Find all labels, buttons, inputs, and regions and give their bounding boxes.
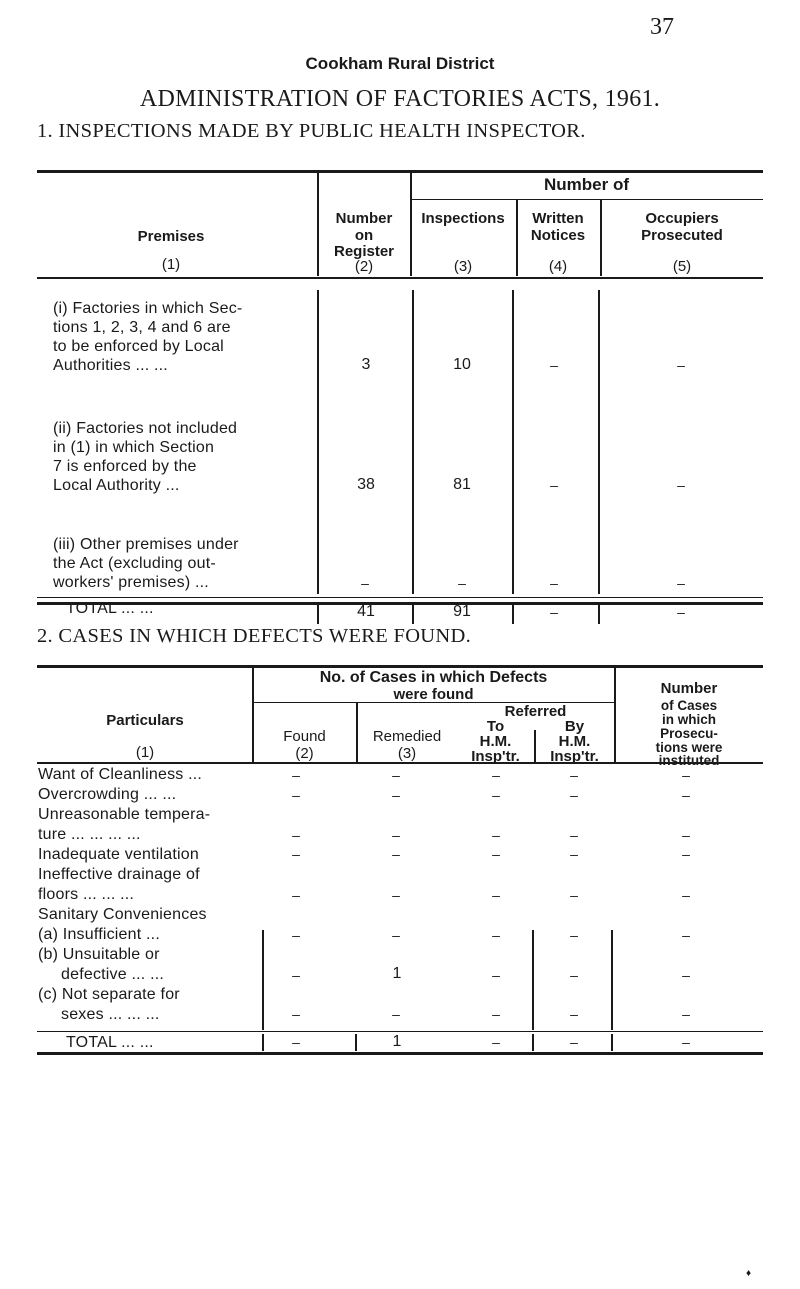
prosecutions-value: – (682, 967, 690, 983)
prosecutions-value: – (682, 887, 690, 903)
table1-vline (317, 604, 319, 624)
total-register: 41 (357, 603, 375, 620)
header-register-num: (2) (354, 258, 374, 275)
header-cases-line2: were found (393, 686, 474, 703)
table1-vline (598, 290, 600, 594)
prosecutions-value: – (682, 767, 690, 783)
row-label-line: 7 is enforced by the (53, 458, 197, 475)
row-label-line: sexes ... ... ... (61, 1006, 160, 1023)
total-inspections: 91 (453, 603, 471, 620)
row-label-line: ture ... ... ... ... (38, 826, 141, 843)
header-prosecutions-line2: of Cases (660, 698, 718, 713)
header-remedied: Remedied (372, 728, 442, 745)
prosecutions-value: – (682, 927, 690, 943)
row-label-line: defective ... ... (61, 966, 165, 983)
header-premises-num: (1) (161, 256, 181, 273)
row-label-line: the Act (excluding out- (53, 555, 216, 572)
prosecutions-value: – (682, 1006, 690, 1022)
remedied-value: – (392, 927, 400, 943)
table1-vline (412, 290, 414, 594)
header-by-hm-line3: Insp'tr. (550, 748, 599, 765)
found-value: – (292, 846, 300, 862)
by-hm-value: – (570, 827, 578, 843)
prosecutions-value: – (682, 827, 690, 843)
by-hm-value: – (570, 887, 578, 903)
prosecutions-value: – (682, 787, 690, 803)
table1-top-rule (37, 170, 763, 173)
total-notices: – (550, 604, 558, 620)
header-notices-line1: Written (532, 210, 584, 227)
inspections-value: 10 (453, 356, 471, 373)
row-label-line: (b) Unsuitable or (38, 946, 160, 963)
row-label-line: Local Authority ... (53, 477, 180, 494)
total-by-hm: – (570, 1034, 578, 1050)
remedied-value: – (392, 827, 400, 843)
header-inspections-num: (3) (453, 258, 473, 275)
table1-vline (512, 604, 514, 624)
to-hm-value: – (492, 767, 500, 783)
header-particulars-num: (1) (135, 744, 155, 761)
table2-vline (355, 1034, 357, 1051)
row-label-line: Inadequate ventilation (38, 846, 199, 863)
header-prosecutions-line1: Number (660, 680, 718, 697)
header-found-num: (2) (295, 745, 314, 762)
row-label-line: (iii) Other premises under (53, 536, 239, 553)
header-prosecutions-line3: in which (662, 712, 716, 727)
table1-total-rule (37, 597, 763, 598)
header-by-hm-line2: H.M. (558, 733, 591, 750)
header-to-hm-line1: To (486, 718, 505, 735)
total-prosecuted: – (677, 604, 685, 620)
by-hm-value: – (570, 767, 578, 783)
header-register-line1: Number (335, 210, 393, 227)
header-to-hm-line2: H.M. (479, 733, 512, 750)
footer-mark: ♦ (746, 1268, 752, 1279)
district-heading: Cookham Rural District (305, 54, 495, 73)
row-label-line: workers' premises) ... (53, 574, 209, 591)
row-label-line: Overcrowding ... ... (38, 786, 177, 803)
row-label-line: (a) Insufficient ... (38, 926, 160, 943)
row-label-line: (c) Not separate for (38, 986, 180, 1003)
by-hm-value: – (570, 787, 578, 803)
row-label-line: (i) Factories in which Sec- (53, 300, 243, 317)
to-hm-value: – (492, 846, 500, 862)
inspections-value: – (458, 575, 466, 591)
by-hm-value: – (570, 846, 578, 862)
header-by-hm-line1: By (564, 718, 585, 735)
table2-vline (532, 930, 534, 1030)
table1-vline (512, 290, 514, 594)
header-notices-num: (4) (548, 258, 568, 275)
section1-heading: 1. INSPECTIONS MADE BY PUBLIC HEALTH INSPECTOR. (37, 120, 586, 142)
to-hm-value: – (492, 827, 500, 843)
page-number: 37 (650, 14, 674, 40)
table2-vline (532, 1034, 534, 1051)
header-inspections: Inspections (421, 210, 505, 227)
table2-vline (262, 1034, 264, 1051)
header-prosecutions-line6: instituted (658, 753, 720, 768)
remedied-value: – (392, 887, 400, 903)
notices-value: – (550, 477, 558, 493)
table1-vline (598, 604, 600, 624)
table2-vline (611, 1034, 613, 1051)
remedied-value: – (392, 1006, 400, 1022)
table1-header-rule (37, 277, 763, 279)
remedied-value: – (392, 787, 400, 803)
header-referred: Referred (504, 703, 567, 720)
register-value: 38 (357, 476, 375, 493)
remedied-value: – (392, 846, 400, 862)
total-prosecutions: – (682, 1034, 690, 1050)
register-value: 3 (361, 356, 371, 373)
remedied-value: 1 (392, 965, 402, 982)
by-hm-value: – (570, 967, 578, 983)
header-prosecutions-line4: Prosecu- (660, 726, 718, 741)
row-label-line: to be enforced by Local (53, 338, 224, 355)
row-label-line: in (1) in which Section (53, 439, 215, 456)
header-occupiers-line1: Occupiers (645, 210, 719, 227)
found-value: – (292, 927, 300, 943)
table1-vline (317, 290, 319, 594)
by-hm-value: – (570, 927, 578, 943)
row-label-line: tions 1, 2, 3, 4 and 6 are (53, 319, 231, 336)
table2-vline (611, 930, 613, 1030)
total-found: – (292, 1034, 300, 1050)
found-value: – (292, 967, 300, 983)
to-hm-value: – (492, 787, 500, 803)
by-hm-value: – (570, 1006, 578, 1022)
row-label-line: Ineffective drainage of (38, 866, 200, 883)
total-label: TOTAL ... ... (66, 600, 154, 617)
header-occupiers-line2: Prosecuted (641, 227, 723, 244)
table1-group-rule (410, 199, 763, 200)
found-value: – (292, 787, 300, 803)
prosecuted-value: – (677, 575, 685, 591)
row-label-line: Authorities ... ... (53, 357, 168, 374)
header-notices-line2: Notices (530, 227, 586, 244)
header-particulars: Particulars (106, 712, 184, 729)
found-value: – (292, 1006, 300, 1022)
row-label-line: floors ... ... ... (38, 886, 135, 903)
header-premises: Premises (137, 228, 205, 245)
to-hm-value: – (492, 927, 500, 943)
header-register-line3: Register (333, 243, 395, 260)
table2-total-rule (37, 1031, 763, 1032)
table2-vline (262, 930, 264, 1030)
row-label-line: Unreasonable tempera- (38, 806, 211, 823)
total-to-hm: – (492, 1034, 500, 1050)
row-label-line: Sanitary Conveniences (38, 906, 207, 923)
found-value: – (292, 827, 300, 843)
header-prosecutions-line5: tions were (655, 740, 723, 755)
total-label: TOTAL ... ... (66, 1034, 154, 1051)
row-label-line: Want of Cleanliness ... (38, 766, 203, 783)
notices-value: – (550, 575, 558, 591)
section2-heading: 2. CASES IN WHICH DEFECTS WERE FOUND. (37, 625, 472, 647)
found-value: – (292, 767, 300, 783)
document-title: ADMINISTRATION OF FACTORIES ACTS, 1961. (139, 86, 661, 112)
row-label-line: (ii) Factories not included (53, 420, 238, 437)
header-remedied-num: (3) (397, 745, 417, 762)
header-register-line2: on (354, 227, 374, 244)
to-hm-value: – (492, 967, 500, 983)
total-remedied: 1 (392, 1033, 402, 1050)
table2-top-rule (37, 665, 763, 668)
found-value: – (292, 887, 300, 903)
header-cases-line1: No. of Cases in which Defects (319, 669, 548, 686)
table1-vline (412, 604, 414, 624)
inspections-value: 81 (453, 476, 471, 493)
prosecutions-value: – (682, 846, 690, 862)
prosecuted-value: – (677, 357, 685, 373)
prosecuted-value: – (677, 477, 685, 493)
header-occupiers-num: (5) (672, 258, 692, 275)
to-hm-value: – (492, 887, 500, 903)
remedied-value: – (392, 767, 400, 783)
header-number-of: Number of (544, 175, 629, 194)
to-hm-value: – (492, 1006, 500, 1022)
notices-value: – (550, 357, 558, 373)
header-found: Found (283, 728, 326, 745)
header-to-hm-line3: Insp'tr. (471, 748, 520, 765)
register-value: – (361, 575, 369, 591)
